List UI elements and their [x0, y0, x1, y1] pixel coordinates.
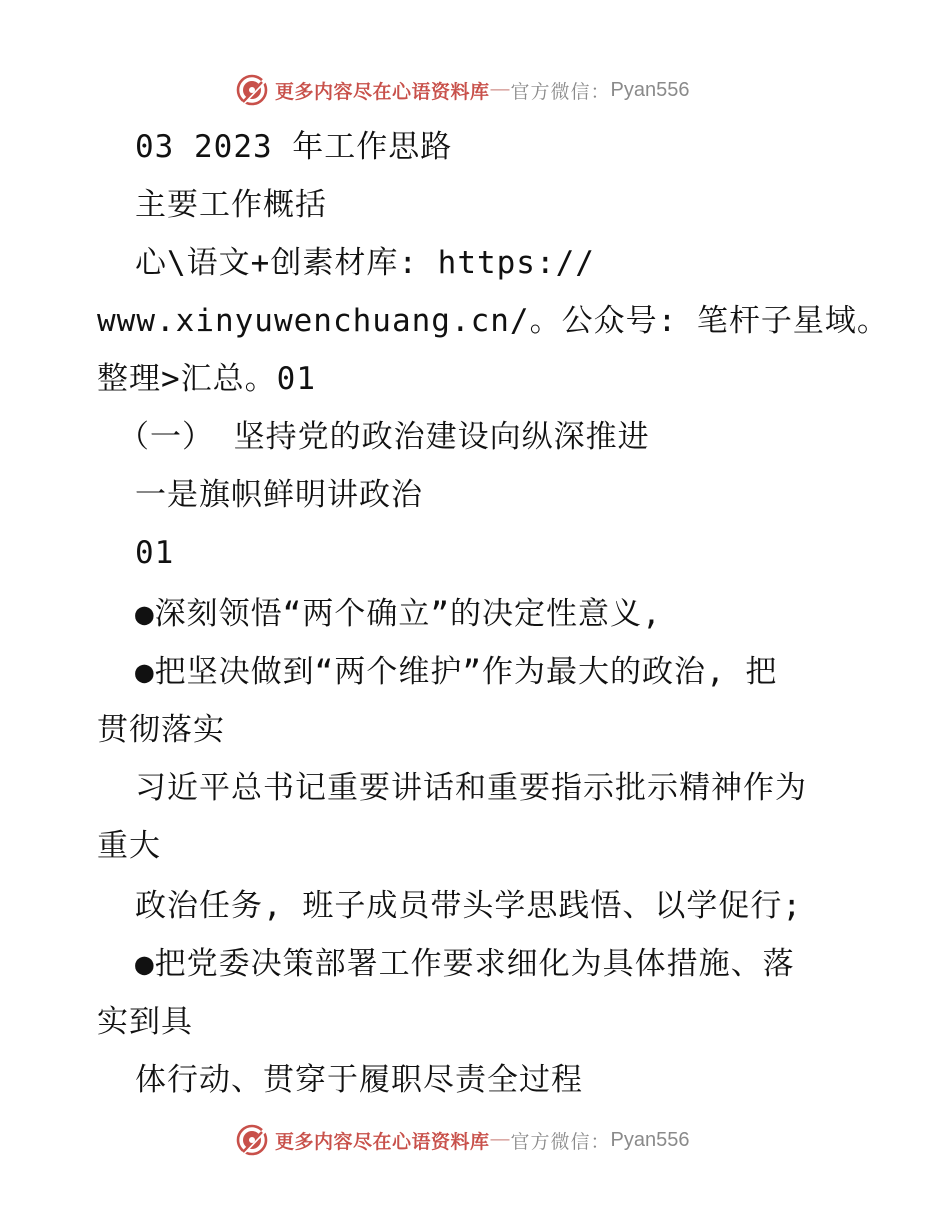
point-number: 01 — [135, 535, 175, 571]
banner-dash: — — [490, 1129, 510, 1150]
paragraph-line-2: 政治任务, 班子成员带头学思践悟、以学促行; — [135, 888, 802, 924]
bullet-item-3-cont: 实到具 — [97, 1004, 193, 1040]
bullet-item-3: ●把党委决策部署工作要求细化为具体措施、落 — [135, 946, 795, 982]
header-watermark-banner — [235, 72, 690, 108]
part-heading: （一） 坚持党的政治建设向纵深推进 — [118, 419, 650, 455]
pen-logo-icon — [235, 1123, 269, 1157]
banner-wechat-handle: Pyan556 — [610, 1128, 690, 1151]
subheading: 主要工作概括 — [135, 187, 327, 223]
source-line-cont: www.xinyuwenchuang.cn/。公众号: 笔杆子星域。 — [97, 303, 889, 339]
bullet-item-2: ●把坚决做到“两个维护”作为最大的政治, 把 — [135, 654, 778, 690]
paragraph-line-3: 体行动、贯穿于履职尽责全过程 — [135, 1062, 583, 1098]
source-line: 心\语文+创素材库: https:// — [135, 245, 595, 281]
paragraph-line-cont: 重大 — [97, 828, 161, 864]
bullet-item-1: ●深刻领悟“两个确立”的决定性意义, — [135, 596, 662, 632]
point-heading: 一是旗帜鲜明讲政治 — [135, 477, 423, 513]
banner-wechat-label: 官方微信： — [510, 1130, 611, 1153]
section-heading: 03 2023 年工作思路 — [135, 129, 453, 165]
banner-dash: — — [490, 79, 510, 100]
bullet-item-2-cont: 贯彻落实 — [97, 712, 225, 748]
source-line-end: 整理>汇总。01 — [97, 361, 316, 397]
paragraph-line: 习近平总书记重要讲话和重要指示批示精神作为 — [135, 770, 807, 806]
footer-watermark-banner — [235, 1122, 690, 1158]
banner-wechat-label: 官方微信： — [510, 80, 611, 103]
banner-title: 更多内容尽在心语资料库 — [275, 1130, 490, 1153]
banner-title: 更多内容尽在心语资料库 — [275, 80, 490, 103]
banner-wechat-handle: Pyan556 — [610, 78, 690, 101]
pen-logo-icon — [235, 73, 269, 107]
